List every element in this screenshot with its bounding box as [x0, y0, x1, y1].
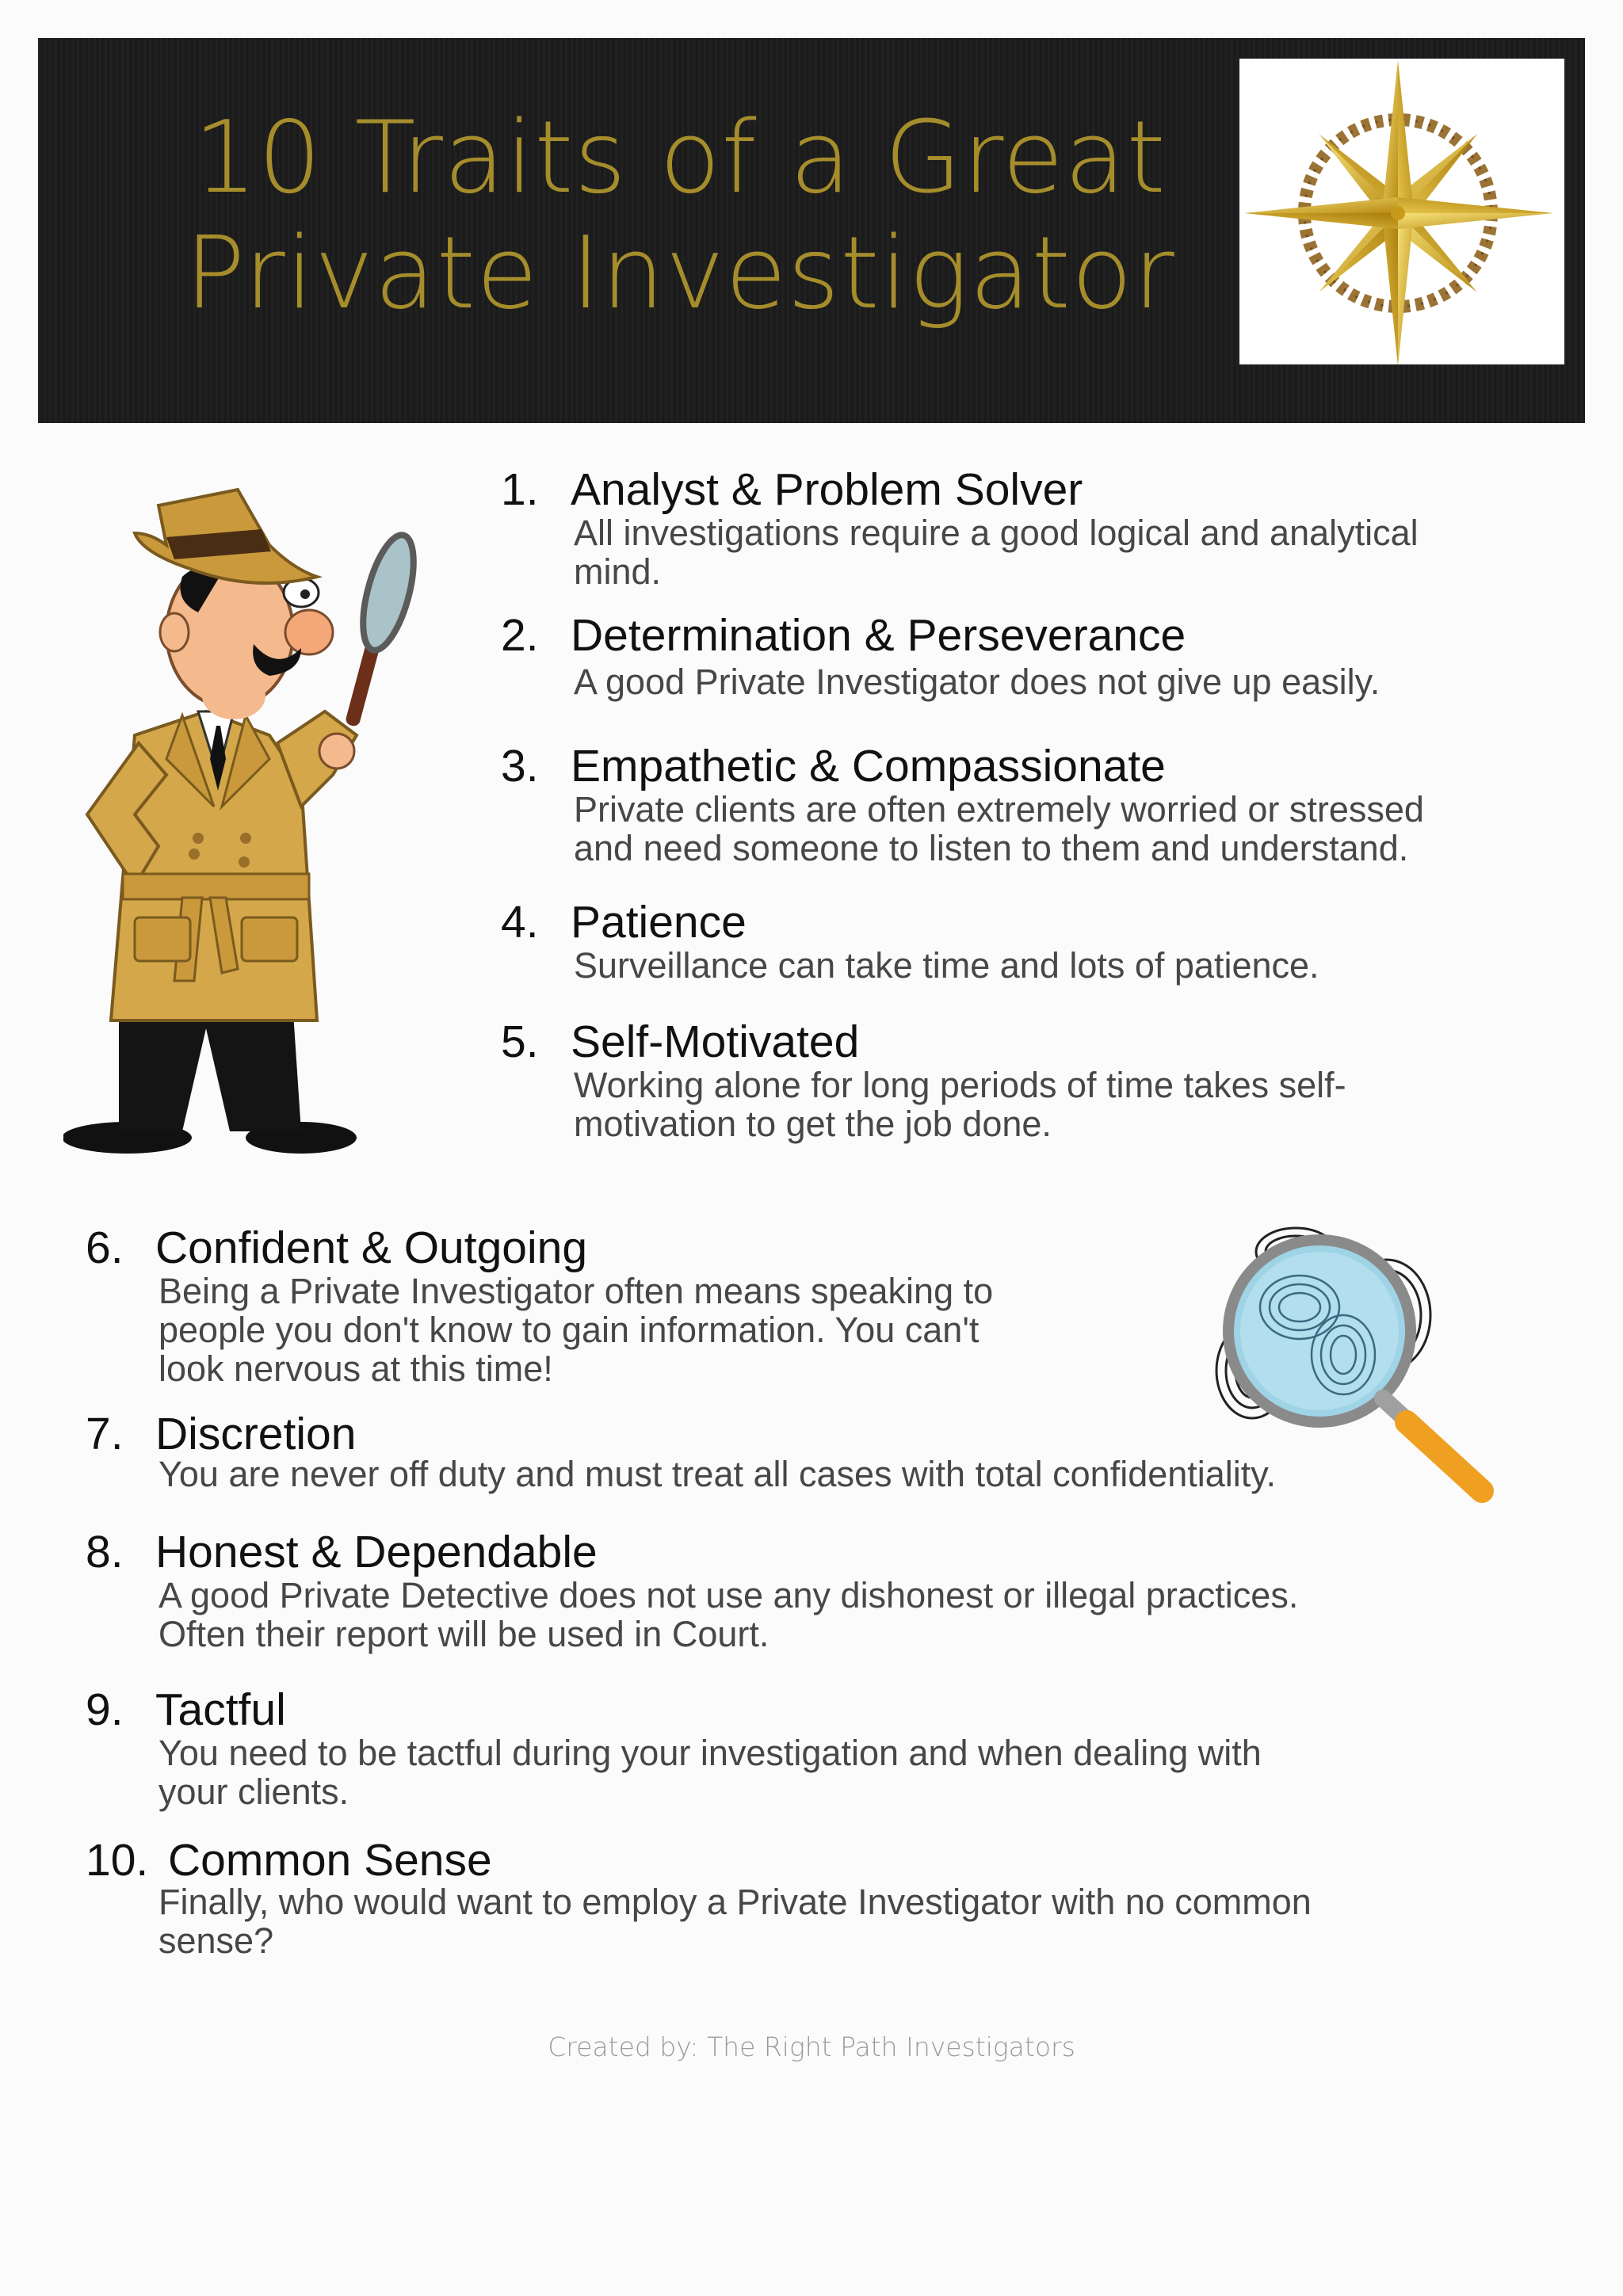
trait-description-line: You need to be tactful during your investigation and when dealing with — [158, 1733, 1262, 1773]
trait-number: 9. — [86, 1684, 124, 1735]
trait-number: 1. — [501, 464, 539, 515]
detective-illustration — [63, 474, 460, 1159]
trait-description-line: mind. — [574, 551, 662, 592]
compass-rose-icon — [1239, 59, 1564, 364]
trait-description-line: A good Private Investigator does not give up easily. — [574, 662, 1381, 702]
trait-description — [158, 1576, 1298, 1653]
trait-description-line: people you don't know to gain information. You can't — [158, 1310, 980, 1350]
trait-number: 2. — [501, 610, 539, 661]
trait-description-line: and need someone to listen to them and understand. — [574, 828, 1409, 868]
trait-description — [574, 790, 1424, 868]
trait-description-line: Finally, who would want to employ a Private Investigator with no common — [158, 1882, 1312, 1922]
trait-description-line: Being a Private Investigator often means speaking to — [158, 1271, 994, 1311]
trait-title: Honest & Dependable — [155, 1527, 598, 1577]
footer-credit: Created by: The Right Path Investigators — [548, 2031, 1075, 2062]
title-banner — [38, 38, 1585, 423]
trait-title: Patience — [571, 897, 747, 948]
trait-description — [574, 1066, 1346, 1143]
trait-description-line: motivation to get the job done. — [574, 1104, 1052, 1144]
trait-number: 7. — [86, 1409, 124, 1459]
trait-description-line: A good Private Detective does not use any dishonest or illegal practices. — [158, 1575, 1299, 1615]
trait-title: Common Sense — [168, 1835, 492, 1886]
detective-icon — [63, 474, 460, 1155]
trait-title: Discretion — [155, 1409, 357, 1459]
page-title — [125, 100, 1235, 331]
trait-description — [158, 1272, 993, 1388]
trait-title: Self-Motivated — [571, 1016, 860, 1067]
trait-description-line: sense? — [158, 1920, 274, 1961]
trait-description-line: Working alone for long periods of time takes self- — [574, 1065, 1346, 1105]
trait-title: Tactful — [155, 1684, 286, 1735]
compass-logo — [1239, 59, 1564, 364]
trait-description — [574, 513, 1419, 591]
trait-number: 8. — [86, 1527, 124, 1577]
trait-number: 5. — [501, 1016, 539, 1067]
trait-description — [574, 662, 1380, 701]
trait-title: Confident & Outgoing — [155, 1222, 588, 1273]
trait-description-line: Private clients are often extremely worried or stressed — [574, 789, 1424, 830]
trait-description-line: look nervous at this time! — [158, 1348, 553, 1389]
trait-description — [158, 1733, 1262, 1811]
trait-number: 10. — [86, 1835, 149, 1886]
trait-title: Analyst & Problem Solver — [571, 464, 1083, 515]
trait-description-line: Often their report will be used in Court. — [158, 1614, 769, 1654]
page-title-line-1: 10 Traits of a Great — [193, 99, 1167, 215]
trait-number: 6. — [86, 1222, 124, 1273]
trait-description-line: your clients. — [158, 1772, 349, 1812]
trait-number: 3. — [501, 741, 539, 791]
trait-title: Empathetic & Compassionate — [571, 741, 1166, 791]
trait-description-line: All investigations require a good logical and analytical — [574, 513, 1419, 553]
trait-description-line: You are never off duty and must treat all cases with total confidentiality. — [158, 1454, 1276, 1494]
trait-description — [158, 1455, 1276, 1493]
trait-description-line: Surveillance can take time and lots of patience. — [574, 945, 1319, 986]
trait-number: 4. — [501, 897, 539, 948]
trait-description — [574, 946, 1319, 985]
trait-title: Determination & Perseverance — [571, 610, 1186, 661]
page-title-line-2: Private Investigator — [185, 215, 1175, 331]
trait-description — [158, 1882, 1312, 1960]
